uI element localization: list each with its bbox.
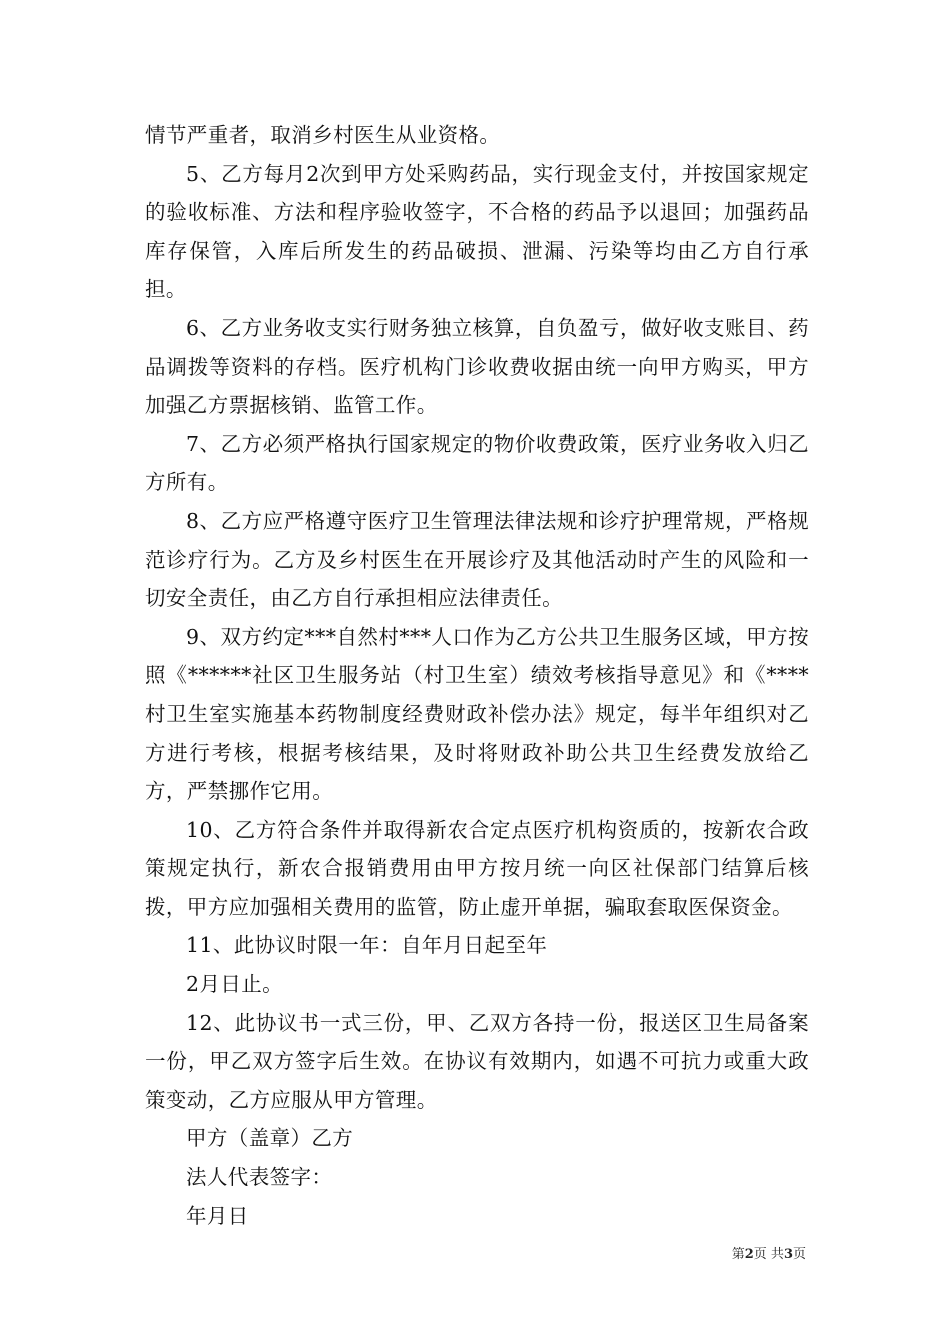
page-footer [732, 1246, 806, 1264]
paragraph-clause-7: 7、乙方必须严格执行国家规定的物价收费政策，医疗业务收入归乙方所有。 [145, 431, 809, 495]
paragraph-clause-11-end: 2月日止。 [186, 972, 284, 997]
footer-prefix: 第 [731, 1247, 745, 1262]
footer-suffix: 页 [792, 1247, 806, 1262]
footer-page-number: 2 [744, 1247, 754, 1262]
signature-date-line: 年月日 [186, 1203, 249, 1228]
paragraph-clause-5: 5、乙方每月2次到甲方处采购药品，实行现金支付，并按国家规定的验收标准、方法和程序验收签字，不合格的药品予以退回；加强药品库存保管，入库后所发生的药品破损、泄漏、污染等均由乙方自行承担。 [145, 161, 809, 302]
footer-middle: 页 共 [753, 1247, 784, 1262]
document-body [145, 116, 809, 1235]
paragraph-clause-6: 6、乙方业务收支实行财务独立核算，自负盈亏，做好收支账目、药品调拨等资料的存档。医疗机构门诊收费收据由统一向甲方购买，甲方加强乙方票据核销、监管工作。 [145, 315, 809, 418]
paragraph-clause-8: 8、乙方应严格遵守医疗卫生管理法律法规和诊疗护理常规，严格规范诊疗行为。乙方及乡村医生在开展诊疗及其他活动时产生的风险和一切安全责任，由乙方自行承担相应法律责任。 [145, 508, 809, 611]
footer-total-pages: 3 [783, 1247, 793, 1262]
paragraph-clause-10: 10、乙方符合条件并取得新农合定点医疗机构资质的，按新农合政策规定执行，新农合报销费用由甲方按月统一向区社保部门结算后核拨，甲方应加强相关费用的监管，防止虚开单据，骗取套取医保资金。 [145, 817, 809, 919]
signature-party-line: 甲方（盖章）乙方 [186, 1126, 354, 1151]
paragraph-continuation: 情节严重者，取消乡村医生从业资格。 [145, 123, 501, 147]
signature-representative-line: 法人代表签字： [186, 1165, 333, 1190]
paragraph-clause-9: 9、双方约定***自然村***人口作为乙方公共卫生服务区域，甲方按照《******社区卫生服务站（村卫生室）绩效考核指导意见》和《****村卫生室实施基本药物制度经费财政补偿办法》规定，每半年组织对乙方进行考核，根据考核结果，及时将财政补助公共卫生经费发放给乙方，严禁挪作它用。 [145, 624, 809, 804]
paragraph-clause-12: 12、此协议书一式三份，甲、乙双方各持一份，报送区卫生局备案一份，甲乙双方签字后生效。在协议有效期内，如遇不可抗力或重大政策变动，乙方应服从甲方管理。 [145, 1010, 809, 1112]
paragraph-clause-11: 11、此协议时限一年：自年月日起至年 [186, 933, 548, 958]
